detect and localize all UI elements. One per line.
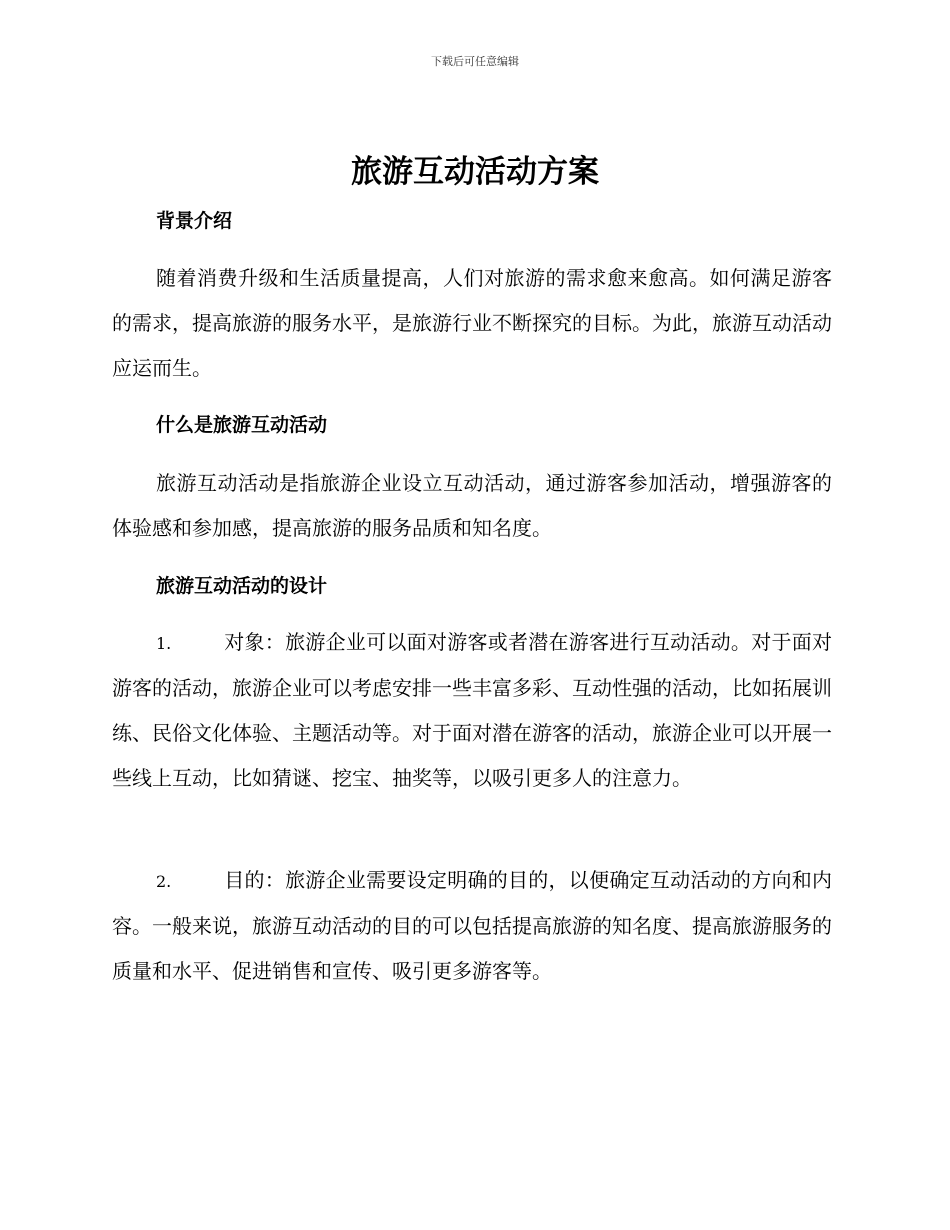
paragraph-background: 随着消费升级和生活质量提高，人们对旅游的需求愈来愈高。如何满足游客的需求，提高旅游的服务水平，是旅游行业不断探究的目标。为此，旅游互动活动应运而生。	[112, 266, 832, 380]
section-heading-background: 背景介绍	[156, 210, 233, 232]
list-item	[112, 620, 832, 801]
section-heading-definition: 什么是旅游互动活动	[156, 414, 328, 436]
list-item-text: 目的：旅游企业需要设定明确的目的，以便确定互动活动的方向和内容。一般来说，旅游互动活动的目的可以包括提高旅游的知名度、提高旅游服务的质量和水平、促进销售和宣传、吸引更多游客等。	[112, 868, 832, 983]
list-item-number: 1.	[156, 634, 172, 653]
header-note: 下载后可任意编辑	[431, 55, 519, 68]
list-item-number: 2.	[156, 872, 172, 891]
list-item-text: 对象：旅游企业可以面对游客或者潜在游客进行互动活动。对于面对游客的活动，旅游企业可以考虑安排一些丰富多彩、互动性强的活动，比如拓展训练、民俗文化体验、主题活动等。对于面对潜在游客的活动，旅游企业可以开展一些线上互动，比如猜谜、挖宝、抽奖等，以吸引更多人的注意力。	[112, 630, 832, 790]
paragraph-definition: 旅游互动活动是指旅游企业设立互动活动，通过游客参加活动，增强游客的体验感和参加感，提高旅游的服务品质和知名度。	[112, 471, 832, 540]
document-title: 旅游互动活动方案	[351, 154, 599, 190]
section-heading-design: 旅游互动活动的设计	[156, 575, 328, 597]
list-item	[112, 858, 832, 994]
